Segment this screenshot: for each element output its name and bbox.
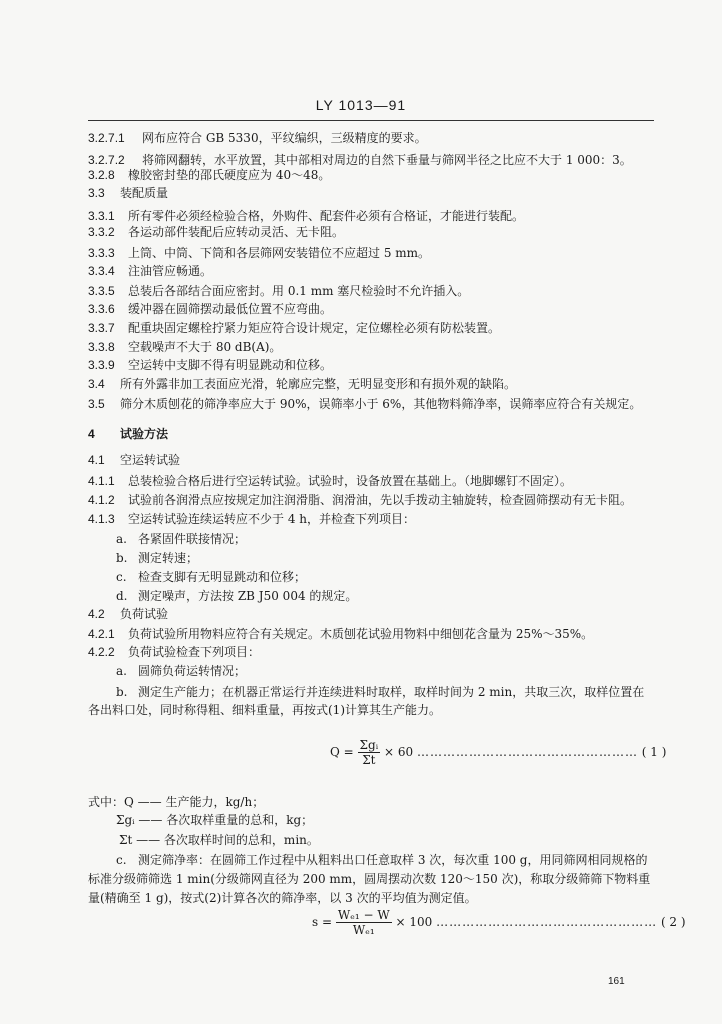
formula-1-rhs: × 60 xyxy=(383,745,414,759)
clause-3-3-3: 3.3.3 上筒、中筒、下筒和各层筛网安装错位不应超过 5 mm。 xyxy=(88,246,431,260)
formula-1-where-t: Σt —— 各次取样时间的总和，min。 xyxy=(119,833,319,847)
clause-3-3-1: 3.3.1 所有零件必须经检验合格，外购件、配套件必须有合格证，才能进行装配。 xyxy=(88,209,525,223)
clause-3-3-6: 3.3.6 缓冲器在圆筛摆动最低位置不应弯曲。 xyxy=(88,302,333,316)
formula-1 xyxy=(330,738,666,767)
clause-3-2-8: 3.2.8 橡胶密封垫的邵氏硬度应为 40～48。 xyxy=(88,168,331,182)
list-item-4-2-2-b: b. 测定生产能力；在机器正常运行并连续进料时取样，取样时间为 2 min，共取三次，取样位置在 xyxy=(116,685,645,699)
clause-4-2-2: 4.2.2 负荷试验检查下列项目： xyxy=(88,645,261,659)
formula-2-rhs: × 100 xyxy=(395,915,433,929)
clause-4-2-1: 4.2.1 负荷试验所用物料应符合有关规定。木质刨花试验用物料中细刨花含量为 25%～35%。 xyxy=(88,627,594,641)
section-4-heading: 4 试验方法 xyxy=(88,427,169,441)
list-item-4-1-3-b: b. 测定转速； xyxy=(116,551,199,565)
formula-1-numerator: Σgᵢ xyxy=(359,738,379,752)
formula-1-where-q: 式中：Q —— 生产能力，kg/h； xyxy=(88,795,265,809)
list-item-4-2-2-c-line2: 标准分级筛筛选 1 min(分级筛网直径为 200 mm，圆周摆动次数 120～150 次)，称取分级筛筛下物料重 xyxy=(88,872,651,886)
formula-2-lhs: s = xyxy=(312,915,333,929)
formula-1-leader-dots: …………………………………………… xyxy=(416,745,638,759)
clause-3-3-9: 3.3.9 空运转中支脚不得有明显跳动和位移。 xyxy=(88,358,333,372)
clause-4-1-2: 4.1.2 试验前各润滑点应按规定加注润滑脂、润滑油，先以手拨动主轴旋转，检查圆筛摆动有无卡阻。 xyxy=(88,493,633,507)
standard-code-header: LY 1013—91 xyxy=(315,97,407,113)
clause-3-3-2: 3.3.2 各运动部件装配后应转动灵活、无卡阻。 xyxy=(88,225,345,239)
list-item-4-1-3-d: d. 测定噪声，方法按 ZB J50 004 的规定。 xyxy=(116,589,358,603)
clause-3-3-5: 3.3.5 总装后各部结合面应密封。用 0.1 mm 塞尺检验时不允许插入。 xyxy=(88,284,470,298)
formula-1-lhs: Q = xyxy=(330,745,354,759)
page-number: 161 xyxy=(608,976,625,987)
clause-3-3-7: 3.3.7 配重块固定螺栓拧紧力矩应符合设计规定，定位螺栓必须有防松装置。 xyxy=(88,321,501,335)
clause-4-1-3: 4.1.3 空运转试验连续运转应不少于 4 h，并检查下列项目： xyxy=(88,512,415,526)
list-item-4-1-3-a: a. 各紧固件联接情况； xyxy=(116,532,247,546)
formula-2-fraction xyxy=(336,908,392,937)
list-item-4-2-2-a: a. 圆筛负荷运转情况； xyxy=(116,664,247,678)
formula-2-leader-dots: …………………………………………… xyxy=(436,915,658,929)
clause-4-2: 4.2 负荷试验 xyxy=(88,607,169,621)
clause-3-3-4: 3.3.4 注油管应畅通。 xyxy=(88,264,213,278)
clause-4-1: 4.1 空运转试验 xyxy=(88,453,181,467)
clause-3-3-8: 3.3.8 空载噪声不大于 80 dB(A)。 xyxy=(88,340,282,354)
formula-1-where-g: Σgᵢ —— 各次取样重量的总和，kg； xyxy=(116,813,314,827)
formula-2 xyxy=(312,908,686,937)
formula-1-tag: ( 1 ) xyxy=(641,745,667,759)
clause-3-3: 3.3 装配质量 xyxy=(88,186,169,200)
clause-4-1-1: 4.1.1 总装检验合格后进行空运转试验。试验时，设备放置在基础上。（地脚螺钉不固定）。 xyxy=(88,474,573,488)
formula-1-fraction xyxy=(358,738,381,767)
header-rule xyxy=(88,120,654,121)
clause-3-2-7-1: 3.2.7.1 网布应符合 GB 5330，平纹编织，三级精度的要求。 xyxy=(88,131,427,145)
list-item-4-2-2-c: c. 测定筛净率：在圆筛工作过程中从粗料出口任意取样 3 次，每次重 100 g，用同筛网相同规格的 xyxy=(116,853,648,867)
list-item-4-2-2-c-line3: 量(精确至 1 g)，按式(2)计算各次的筛净率，以 3 次的平均值为测定值。 xyxy=(88,891,477,905)
formula-1-denominator: Σt xyxy=(362,753,376,767)
list-item-4-1-3-c: c. 检查支脚有无明显跳动和位移； xyxy=(116,570,307,584)
clause-3-4: 3.4 所有外露非加工表面应光滑，轮廓应完整，无明显变形和有损外观的缺陷。 xyxy=(88,377,517,391)
formula-2-tag: ( 2 ) xyxy=(660,915,686,929)
list-item-4-2-2-b-cont: 各出料口处，同时称得粗、细料重量，再按式(1)计算其生产能力。 xyxy=(88,703,442,717)
clause-3-2-7-2: 3.2.7.2 将筛网翻转，水平放置，其中部相对周边的自然下垂量与筛网半径之比应不大于 1 000：3。 xyxy=(88,153,632,167)
clause-3-5: 3.5 筛分木质刨花的筛净率应大于 90%，误筛率小于 6%，其他物料筛净率，误筛率应符合有关规定。 xyxy=(88,397,642,411)
formula-2-numerator: Wₑ₁ − W xyxy=(337,908,390,922)
formula-2-denominator: Wₑ₁ xyxy=(352,923,375,937)
